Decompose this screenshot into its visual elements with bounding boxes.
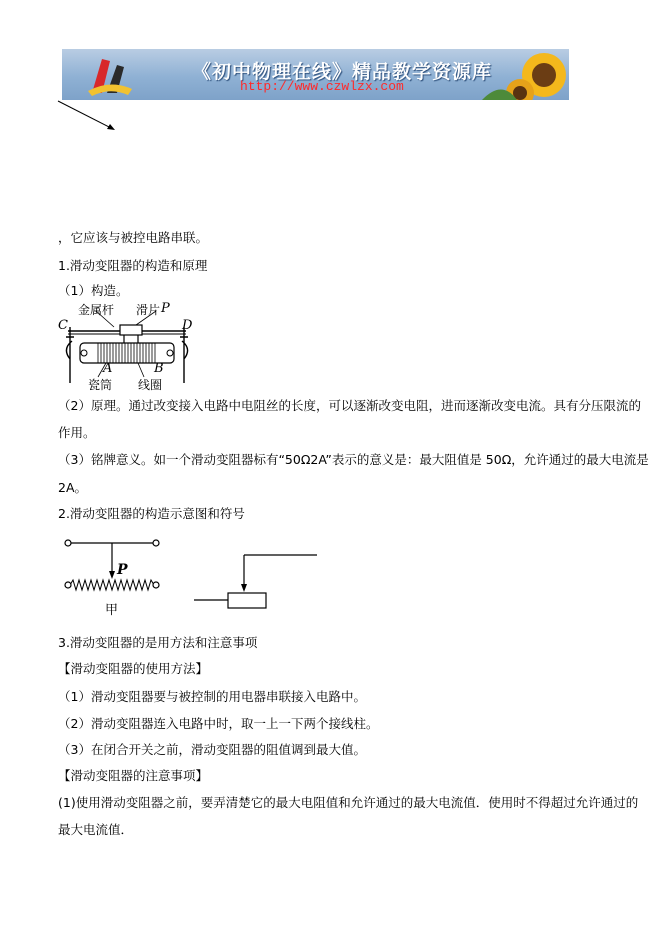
arrow-line-icon: [55, 98, 120, 134]
tube-label: 瓷筒: [88, 378, 113, 392]
label-a: A: [103, 361, 113, 376]
schematic-diagram: [60, 533, 170, 619]
usage-item-3: （3）在闭合开关之前，滑动变阻器的阻值调到最大值。: [58, 742, 366, 757]
usage-item-2: （2）滑动变阻器连入电路中时，取一上一下两个接线柱。: [58, 716, 379, 731]
principle-line1: （2）原理。通过改变接入电路中电阻丝的长度，可以逐渐改变电阻，进而逐渐改变电流。具有分压限流的: [58, 398, 641, 413]
schematic-p-label: P: [117, 562, 128, 578]
nameplate-line2: 2A。: [58, 480, 88, 495]
rheostat-figure: [58, 301, 198, 393]
principle-line2: 作用。: [58, 425, 96, 440]
banner-url[interactable]: http://www.czwlzx.com: [240, 79, 404, 94]
usage-item-1: （1）滑动变阻器要与被控制的用电器串联接入电路中。: [58, 689, 366, 704]
note1-line2: 最大电流值．: [58, 822, 134, 837]
schematic-caption: 甲: [105, 603, 119, 618]
section1-heading: 1.滑动变阻器的构造和原理: [58, 258, 208, 273]
rod-label: 金属杆: [78, 303, 115, 317]
banner-title: 《初中物理在线》精品教学资源库: [192, 61, 493, 83]
label-c: C: [58, 318, 68, 333]
slider-label: 滑片: [136, 303, 161, 317]
sunflower-icon: [482, 53, 566, 100]
logo-icon: [88, 59, 132, 96]
notes-heading: 【滑动变阻器的注意事项】: [58, 768, 209, 783]
label-d: D: [182, 318, 193, 333]
slider-letter: P: [161, 301, 170, 316]
header-banner: [62, 49, 569, 100]
rheostat-symbol: [192, 550, 322, 612]
section3-heading: 3.滑动变阻器的是用方法和注意事项: [58, 635, 258, 650]
construction-label: （1）构造。: [58, 283, 129, 298]
label-b: B: [154, 361, 164, 376]
nameplate-line1: （3）铭牌意义。如一个滑动变阻器标有“50Ω2A”表示的意义是：最大阻值是 50Ω，允许通过的最大电流是: [58, 452, 649, 467]
intro-line: ，它应该与被控电路串联。: [58, 230, 209, 245]
note1-line1: (1)使用滑动变阻器之前，要弄清楚它的最大电阻值和允许通过的最大电流值．使用时不得超过允许通过的: [58, 795, 639, 810]
coil-label: 线圈: [138, 378, 163, 392]
usage-heading: 【滑动变阻器的使用方法】: [58, 661, 209, 676]
section2-heading: 2.滑动变阻器的构造示意图和符号: [58, 506, 245, 521]
